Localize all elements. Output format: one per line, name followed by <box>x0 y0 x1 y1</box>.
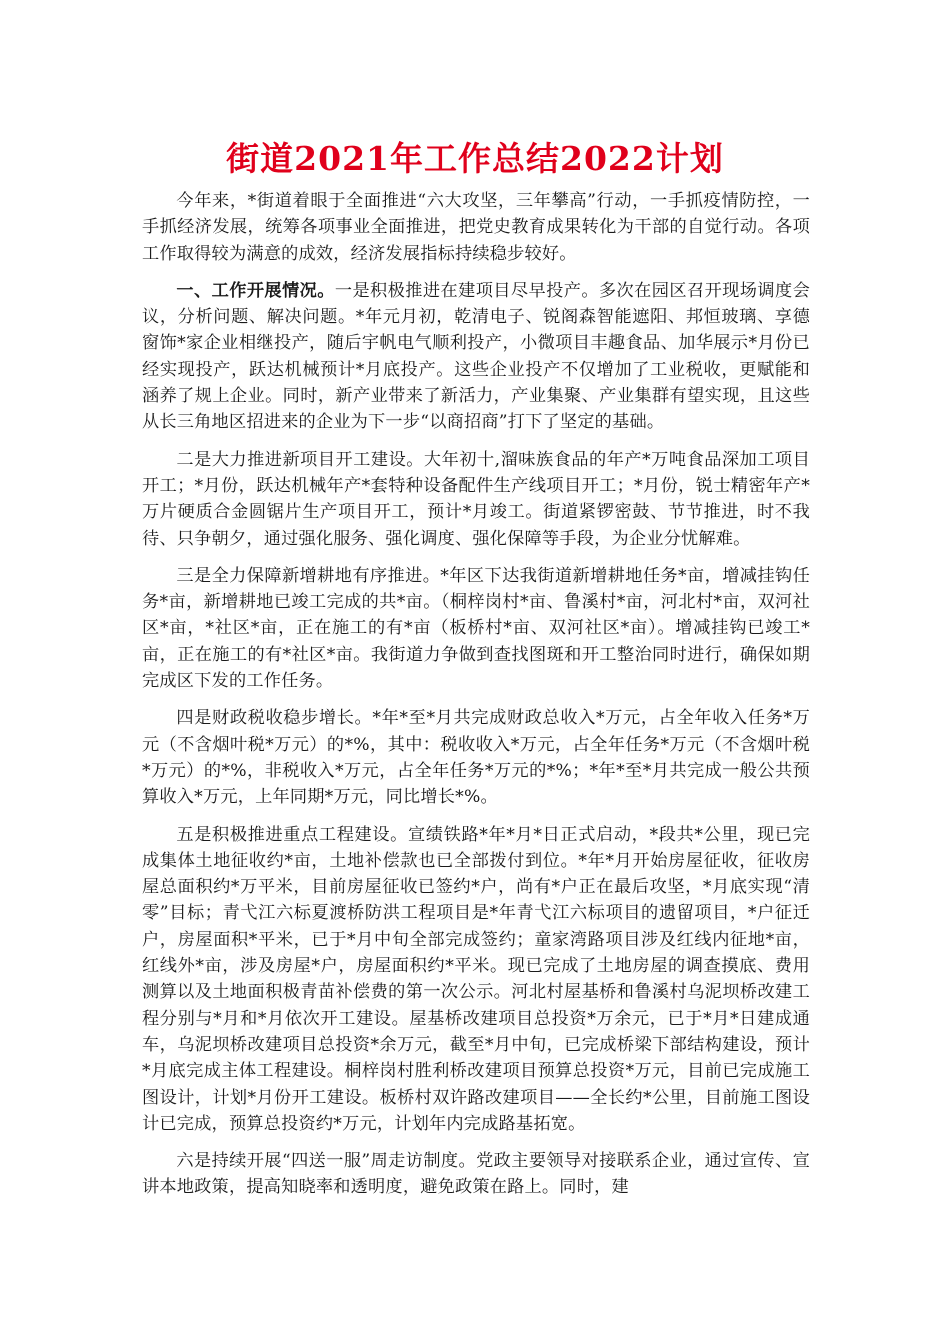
paragraph-item-5 <box>142 822 810 1138</box>
paragraph-item-3 <box>142 563 810 694</box>
paragraph-intro <box>142 188 810 267</box>
paragraph-text: 三是全力保障新增耕地有序推进。*年区下达我街道新增耕地任务*亩，增减挂钩任务*亩，新增耕地已竣工完成的共*亩。（桐梓岗村*亩、鲁溪村*亩，河北村*亩，双河社区*亩，*社区*亩，正在施工的有*亩（板桥村*亩、双河社区*亩）。增减挂钩已竣工*亩，正在施工的有*社区*亩。我街道力争做到查找图斑和开工整治同时进行，确保如期完成区下发的工作任务。 <box>142 565 810 692</box>
paragraph-text: 六是持续开展“四送一服”周走访制度。党政主要领导对接联系企业，通过宣传、宣讲本地政策，提高知晓率和透明度，避免政策在路上。同时，建 <box>142 1151 810 1198</box>
paragraph-lead: 一、工作开展情况。 <box>176 280 335 301</box>
document-body <box>142 188 810 1212</box>
paragraph-text: 二是大力推进新项目开工建设。大年初十,溜味族食品的年产*万吨食品深加工项目开工；*月份，跃达机械年产*套特种设备配件生产线项目开工；*月份，锐士精密年产*万片硬质合金圆锯片生产项目开工，预计*月竣工。街道紧锣密鼓、节节推进，时不我待、只争朝夕，通过强化服务、强化调度、强化保障等手段，为企业分忧解难。 <box>142 449 810 549</box>
paragraph-text: 五是积极推进重点工程建设。宣绩铁路*年*月*日正式启动，*段共*公里，现已完成集体土地征收约*亩，土地补偿款也已全部拨付到位。*年*月开始房屋征收，征收房屋总面积约*万平米，目前房屋征收已签约*户，尚有*户正在最后攻坚，*月底实现“清零”目标；青弋江六标夏渡桥防洪工程项目是*年青弋江六标项目的遗留项目，*户征迁户，房屋面积*平米，已于*月中旬全部完成签约；童家湾路项目涉及红线内征地*亩，红线外*亩，涉及房屋*户，房屋面积约*平米。现已完成了土地房屋的调查摸底、费用测算以及土地面积极青苗补偿费的第一次公示。河北村屋基桥和鲁溪村乌泥坝桥改建工程分别与*月和*月依次开工建设。屋基桥改建项目总投资*万余元，已于*月*日建成通车，乌泥坝桥改建项目总投资*余万元，截至*月中旬，已完成桥梁下部结构建设，预计*月底完成主体工程建设。桐梓岗村胜利桥改建项目预算总投资*万元，目前已完成施工图设计，计划*月份开工建设。板桥村双许路改建项目——全长约*公里，目前施工图设计已完成，预算总投资约*万元，计划年内完成路基拓宽。 <box>142 824 810 1134</box>
paragraph-section-1 <box>142 278 810 436</box>
paragraph-item-4 <box>142 705 810 810</box>
paragraph-text: 一是积极推进在建项目尽早投产。多次在园区召开现场调度会议，分析问题、解决问题。*年元月初，乾清电子、锐阁森智能遮阳、邦恒玻璃、享德窗饰*家企业相继投产，随后宇帆电气顺利投产，小微项目丰趣食品、加华展示*月份已经实现投产，跃达机械预计*月底投产。这些企业投产不仅增加了工业税收，更赋能和涵养了规上企业。同时，新产业带来了新活力，产业集聚、产业集群有望实现，且这些从长三角地区招进来的企业为下一步“以商招商”打下了坚定的基础。 <box>142 280 810 433</box>
paragraph-text: 今年来，*街道着眼于全面推进“六大攻坚，三年攀高”行动，一手抓疫情防控，一手抓经济发展，统筹各项事业全面推进，把党史教育成果转化为干部的自觉行动。各项工作取得较为满意的成效，经济发展指标持续稳步较好。 <box>142 191 810 264</box>
paragraph-item-2 <box>142 447 810 552</box>
paragraph-item-6 <box>142 1148 810 1201</box>
document-title: 街道2021年工作总结2022计划 <box>226 139 724 178</box>
paragraph-text: 四是财政税收稳步增长。*年*至*月共完成财政总收入*万元，占全年收入任务*万元（不含烟叶税*万元）的*%，其中：税收收入*万元，占全年任务*万元（不含烟叶税*万元）的*%，非税收入*万元，占全年任务*万元的*%；*年*至*月共完成一般公共预算收入*万元，上年同期*万元，同比增长*%。 <box>142 708 810 808</box>
